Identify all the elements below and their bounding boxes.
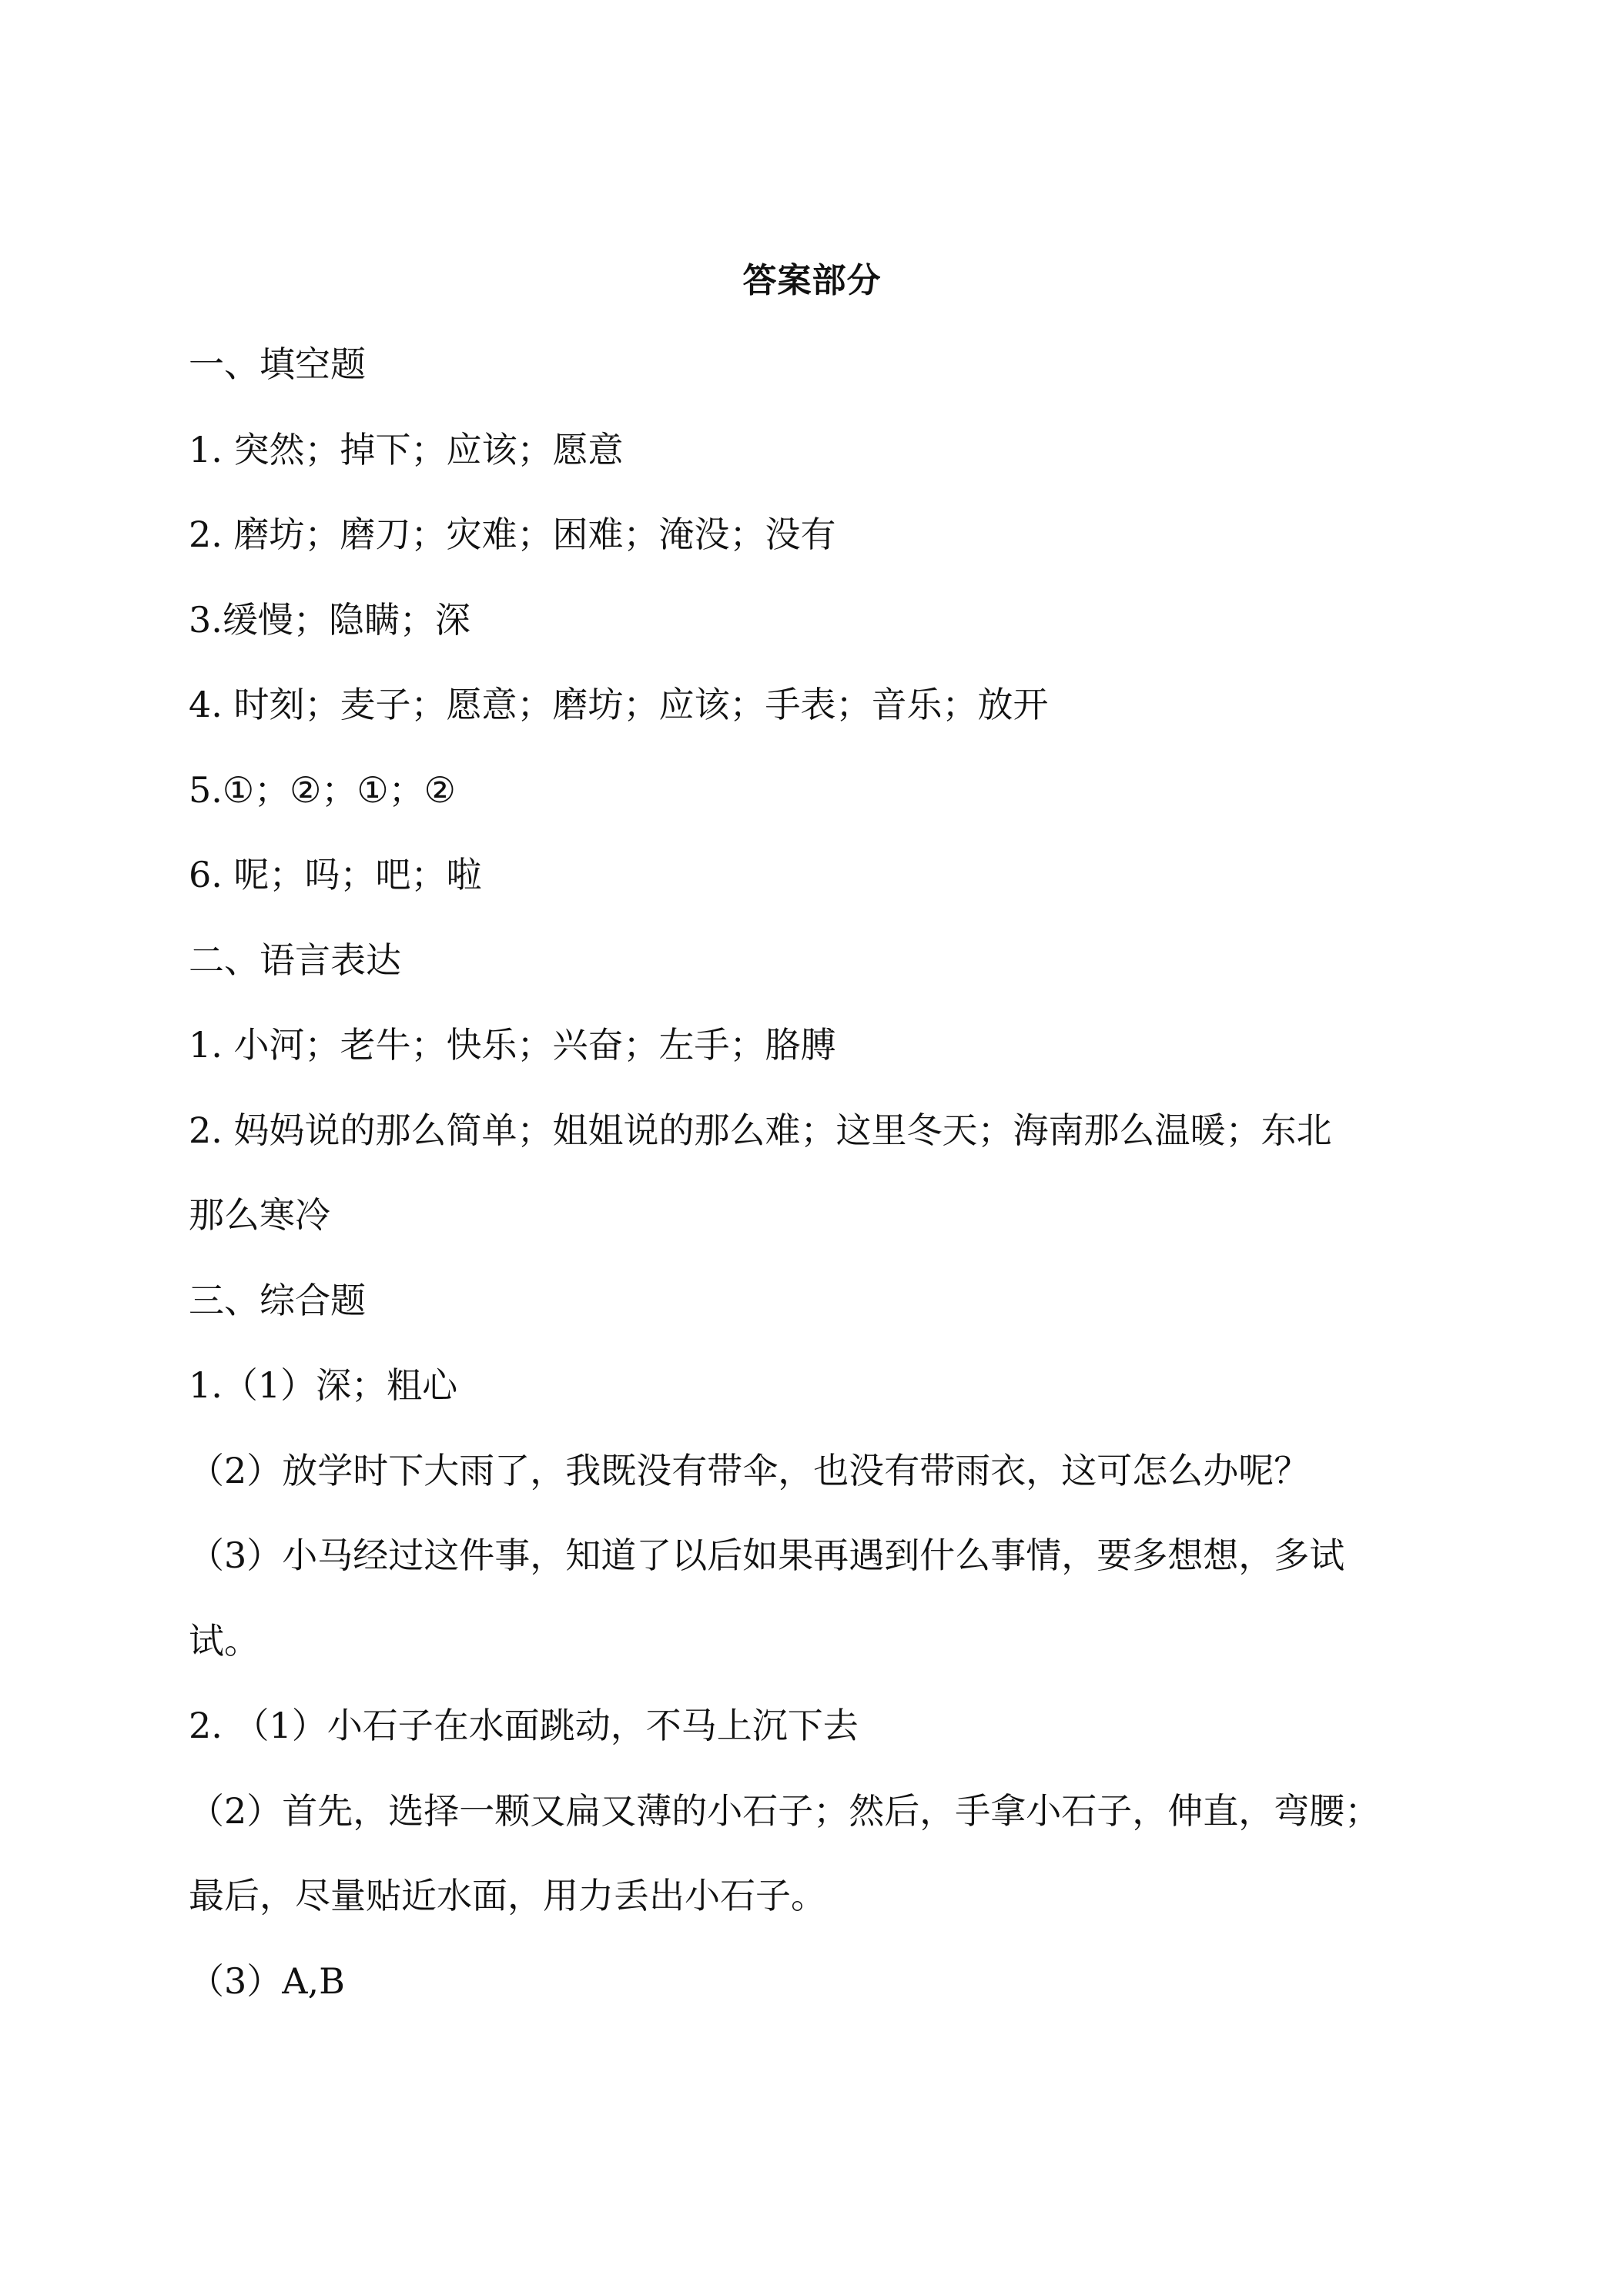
answer-line-continued: 试。 <box>189 1620 260 1662</box>
answer-line: 2. 妈妈说的那么简单；姐姐说的那么难；这里冬天；海南那么温暖；东北 <box>189 1110 1332 1151</box>
answer-line: 5.①；②；①；② <box>189 769 456 811</box>
answer-line: 1.（1）深；粗心 <box>189 1364 458 1406</box>
answer-line: 2. 磨坊；磨刀；灾难；困难；淹没；没有 <box>189 514 836 555</box>
section-heading-comprehensive: 三、综合题 <box>189 1280 366 1321</box>
answer-line: 1. 小河；老牛；快乐；兴奋；左手；胳膊 <box>189 1024 836 1066</box>
answer-line: （2）放学时下大雨了，我既没有带伞，也没有带雨衣，这可怎么办呢？ <box>189 1450 1310 1491</box>
answer-line: 4. 时刻；麦子；愿意；磨坊；应该；手表；音乐；放开 <box>189 684 1049 725</box>
page-title: 答案部分 <box>742 261 882 300</box>
answer-line: 2. （1）小石子在水面跳动，不马上沉下去 <box>189 1705 859 1746</box>
section-heading-language: 二、语言表达 <box>189 939 401 981</box>
answer-line: 6. 呢；吗；吧；啦 <box>189 854 482 895</box>
answer-line: （2）首先，选择一颗又扁又薄的小石子；然后，手拿小石子，伸直，弯腰； <box>189 1790 1381 1832</box>
section-heading-fill-blank: 一、填空题 <box>189 343 366 385</box>
answer-line: （3）小马经过这件事，知道了以后如果再遇到什么事情，要多想想，多试 <box>189 1535 1345 1576</box>
answer-line: 3.缓慢；隐瞒；深 <box>189 599 470 641</box>
answer-line-continued: 那么寒冷 <box>189 1194 330 1236</box>
answer-line: （3）A,B <box>189 1960 345 2002</box>
answer-line: 1. 突然；掉下；应该；愿意 <box>189 429 624 470</box>
answer-line-continued: 最后，尽量贴近水面，用力丢出小石子。 <box>189 1875 826 1916</box>
